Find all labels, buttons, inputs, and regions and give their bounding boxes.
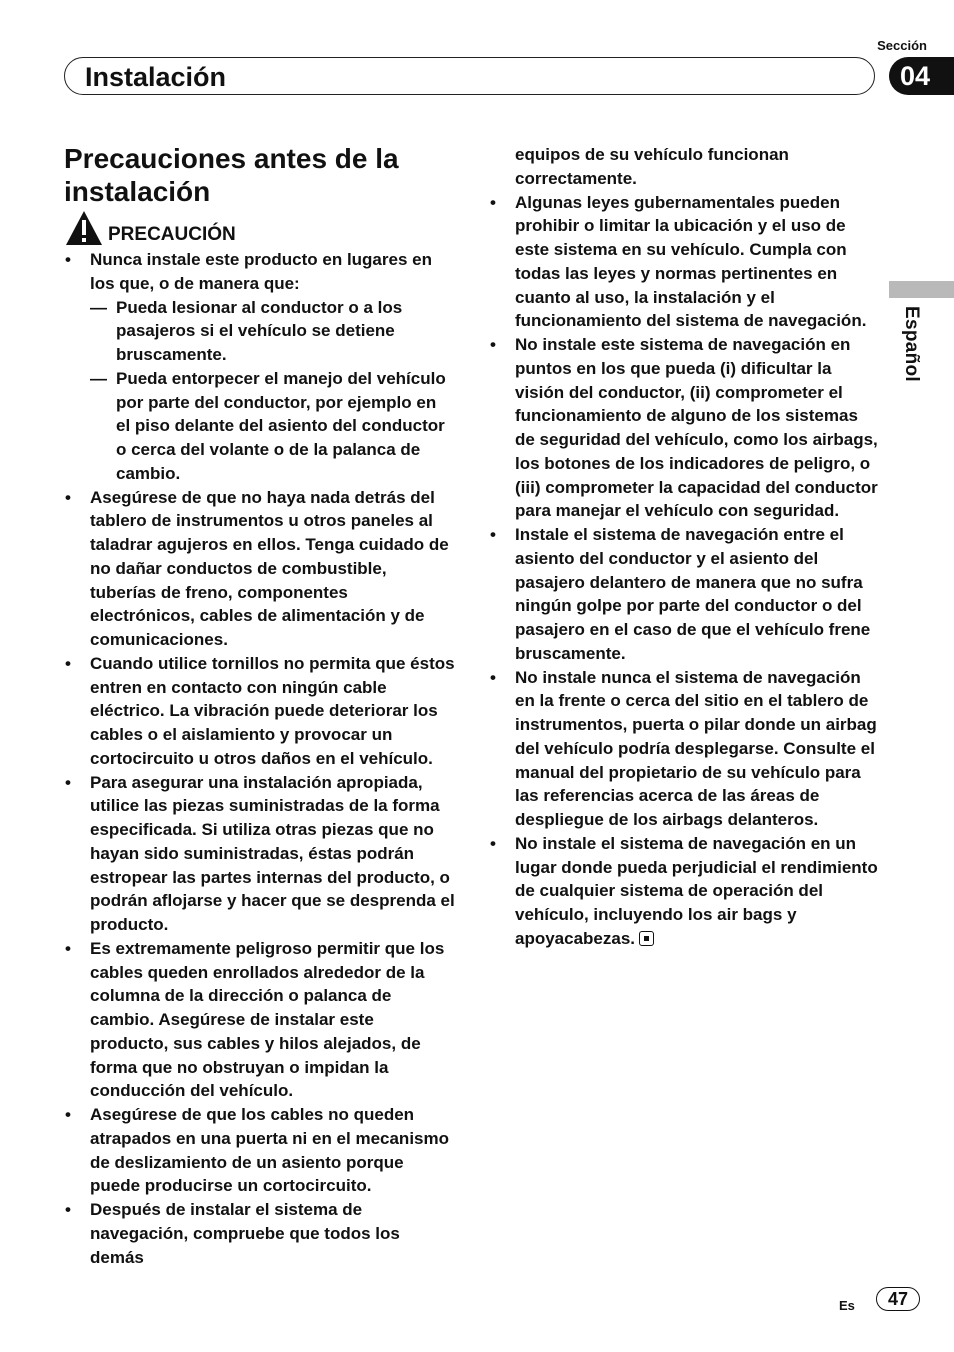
- list-item-text: Asegúrese de que no haya nada detrás del tablero de instrumentos u otros paneles al taladrar agujeros en ellos. Tenga cuidado de no dañar conductos de combustible, tuberías de freno, componentes electrónicos, cables de alimentación y de comunicaciones.: [90, 487, 449, 649]
- bullet: •: [65, 772, 71, 792]
- list-item: [65, 1103, 455, 1198]
- page-heading: Precauciones antes de la instalación: [64, 143, 399, 207]
- list-item-text: Cuando utilice tornillos no permita que éstos entren en contacto con ningún cable eléctrico. La vibración puede deteriorar los cables o el aislamiento y provocar un cortocircuito u otros daños en el vehículo.: [90, 653, 455, 768]
- section-number-tab: 04: [889, 57, 954, 95]
- list-item-text: Algunas leyes gubernamentales pueden prohibir o limitar la ubicación y el uso de este sistema en su vehículo. Cumpla con todas las leyes y normas pertinentes en cuanto al uso, la instalación y el funcionamiento del sistema de navegación.: [515, 192, 867, 331]
- list-item-text: No instale el sistema de navegación en un lugar donde pueda perjudicial el rendimiento de cualquier sistema de operación del vehículo, incluyendo los air bags y apoyacabezas.: [515, 833, 878, 948]
- list-item: [65, 937, 455, 1103]
- bullet: •: [65, 487, 71, 507]
- end-of-section-icon: [639, 931, 654, 946]
- bullet: •: [490, 833, 496, 853]
- list-item: [490, 666, 882, 832]
- footer-language-code: Es: [839, 1298, 855, 1313]
- list-item-text: Nunca instale este producto en lugares en los que, o de manera que:: [90, 250, 432, 293]
- sub-list-item: [90, 296, 455, 367]
- warning-triangle-icon: [65, 210, 103, 246]
- dash-marker: —: [90, 368, 107, 388]
- list-item-text: Es extremamente peligroso permitir que los cables queden enrollados alrededor de la columna de la dirección o palanca de cambio. Asegúrese de instalar este producto, sus cables y hilos alejados, de forma que no obstruyan o impidan la conducción del vehículo.: [90, 938, 445, 1101]
- left-column: [65, 248, 455, 1269]
- bullet: •: [65, 1200, 71, 1219]
- list-item-text: Instale el sistema de navegación entre el asiento del conductor y el asiento del pasajero delantero de manera que no sufra ningún golpe por parte del conductor o del pasajero en el caso de que el vehículo frene bruscamente.: [515, 525, 871, 663]
- list-item: [65, 248, 455, 486]
- language-marker-bar: [889, 281, 954, 298]
- language-label: Español: [901, 306, 922, 383]
- list-item-text: Asegúrese de que los cables no queden atrapados en una puerta ni en el mecanismo de deslizamiento de un asiento porque puede producirse un cortocircuito.: [90, 1105, 449, 1196]
- list-item-text: No instale nunca el sistema de navegación en la frente o cerca del sitio en el tablero de instrumentos, puerta o pilar donde un airbag del vehículo podría desplegarse. Consulte el manual del propietario de su vehículo para las referencias acerca de las áreas de despliegue de los airbags delanteros.: [515, 667, 877, 829]
- continuation-text: equipos de su vehículo funcionan correctamente.: [515, 145, 789, 188]
- list-item: [65, 652, 455, 771]
- bullet: •: [65, 653, 71, 673]
- chapter-title: Instalación: [85, 62, 227, 92]
- section-label: Sección: [877, 38, 927, 53]
- list-item-text: No instale este sistema de navegación en puntos en los que pueda (i) dificultar la visión del conductor, (ii) comprometer el funcionamiento de alguno de los sistemas de seguridad del vehículo, como los airbags, los botones de los indicadores de peligro, o (iii) comprometer la capacidad del conductor para manejar el vehículo con seguridad.: [515, 335, 878, 521]
- list-item-text: Para asegurar una instalación apropiada, utilice las piezas suministradas de la forma especificada. Si utiliza otras piezas que no hayan sido suministradas, éstas podrán estropear las partes internas del producto, o podrán aflojarse y hacer que se desprenda el producto.: [90, 772, 455, 934]
- header-bar: [64, 57, 875, 95]
- sub-list-item: [90, 367, 455, 486]
- bullet: •: [490, 335, 496, 354]
- right-column: [490, 143, 882, 951]
- caution-label: PRECAUCIÓN: [108, 224, 236, 245]
- bullet: •: [490, 192, 496, 212]
- list-item: [490, 832, 882, 951]
- list-item: [490, 191, 882, 334]
- bullet: •: [65, 1105, 71, 1124]
- dash-marker: —: [90, 297, 107, 317]
- list-item-continuation: [490, 143, 882, 191]
- list-item: [65, 771, 455, 937]
- page-number: 47: [876, 1287, 920, 1311]
- list-item: [490, 333, 882, 523]
- sub-list-item-text: Pueda lesionar al conductor o a los pasajeros si el vehículo se detiene bruscamente.: [116, 297, 403, 364]
- list-item: [65, 486, 455, 652]
- bullet: •: [65, 250, 71, 269]
- bullet: •: [65, 938, 71, 958]
- list-item: [490, 523, 882, 666]
- list-item: [65, 1198, 455, 1269]
- list-item-text: Después de instalar el sistema de navegación, compruebe que todos los demás: [90, 1200, 400, 1267]
- bullet: •: [490, 525, 496, 544]
- bullet: •: [490, 667, 496, 687]
- sub-list-item-text: Pueda entorpecer el manejo del vehículo por parte del conductor, por ejemplo en el piso delante del asiento del conductor o cerca del volante o de la palanca de cambio.: [116, 368, 446, 483]
